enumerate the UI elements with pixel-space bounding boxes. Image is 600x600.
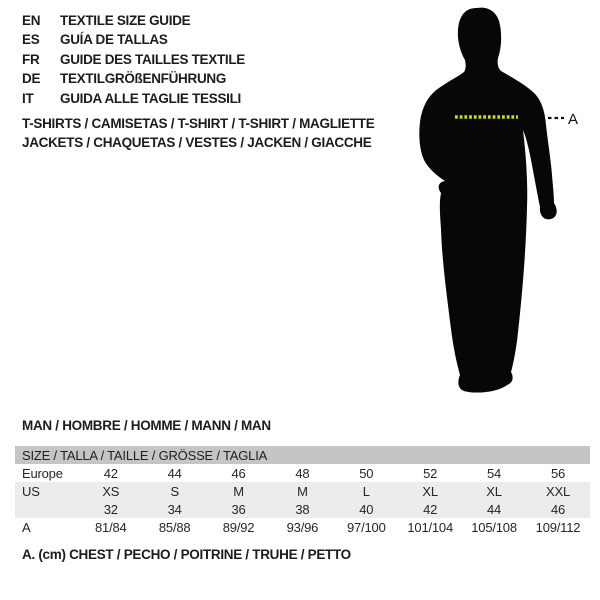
size-cell: 44	[462, 500, 526, 518]
size-cell: XL	[462, 482, 526, 500]
size-cell: L	[334, 482, 398, 500]
language-code-de: DE	[22, 71, 41, 87]
row-label-europe: Europe	[22, 465, 63, 481]
language-row-it	[22, 89, 245, 108]
language-title-de: TEXTILGRÖßENFÜHRUNG	[60, 71, 227, 87]
size-cell: 36	[207, 500, 271, 518]
table-row-chest-a	[15, 518, 590, 536]
language-title-it: GUIDA ALLE TAGLIE TESSILI	[60, 90, 241, 106]
size-cell: 42	[103, 465, 118, 481]
language-row-en	[22, 11, 245, 30]
language-list	[22, 11, 245, 108]
man-silhouette-figure	[415, 3, 600, 398]
row-label-empty	[15, 500, 79, 518]
language-code-fr: FR	[22, 51, 40, 67]
language-row-fr	[22, 50, 245, 69]
size-cell: 101/104	[407, 519, 453, 535]
size-cell: 34	[143, 500, 207, 518]
size-table	[15, 446, 590, 536]
language-title-en: TEXTILE SIZE GUIDE	[60, 13, 191, 28]
measurement-footnote: A. (cm) CHEST / PECHO / POITRINE / TRUHE / PETTO	[22, 547, 351, 562]
table-header-row	[15, 446, 590, 464]
language-code-es: ES	[22, 32, 40, 48]
table-row-europe	[15, 464, 590, 482]
size-cell: M	[271, 482, 335, 500]
size-cell: 44	[167, 465, 182, 481]
size-cell: 52	[423, 465, 438, 481]
size-cell: 97/100	[347, 519, 386, 535]
size-cell: XL	[398, 482, 462, 500]
size-cell: 81/84	[95, 519, 127, 535]
size-cell: XXL	[526, 482, 590, 500]
size-cell: 54	[487, 465, 502, 481]
language-row-de	[22, 69, 245, 88]
size-cell: 48	[295, 465, 310, 481]
table-row-us-numeric	[15, 500, 590, 518]
size-cell: S	[143, 482, 207, 500]
table-header: SIZE / TALLA / TAILLE / GRÖSSE / TAGLIA	[15, 446, 590, 464]
size-cell: 50	[359, 465, 374, 481]
size-cell: M	[207, 482, 271, 500]
language-code-en: EN	[22, 13, 41, 28]
language-title-es: GUÍA DE TALLAS	[60, 32, 168, 48]
size-cell: 109/112	[535, 519, 581, 535]
size-cell: 42	[398, 500, 462, 518]
language-title-fr: GUIDE DES TAILLES TEXTILE	[60, 51, 246, 67]
row-label-a: A	[22, 519, 31, 535]
table-row-us	[15, 482, 590, 500]
size-cell: 46	[526, 500, 590, 518]
language-row-es	[22, 30, 245, 49]
size-cell: 46	[231, 465, 246, 481]
size-cell: 93/96	[286, 519, 319, 535]
size-cell: 38	[271, 500, 335, 518]
size-cell: 89/92	[222, 519, 255, 535]
language-code-it: IT	[22, 90, 34, 106]
size-cell: 105/108	[471, 519, 517, 535]
section-title: MAN / HOMBRE / HOMME / MANN / MAN	[22, 418, 271, 433]
man-silhouette	[419, 8, 556, 393]
row-label-us: US	[15, 482, 79, 500]
category-line-tshirts: T-SHIRTS / CAMISETAS / T-SHIRT / T-SHIRT / MAGLIETTE	[22, 116, 375, 131]
category-line-jackets: JACKETS / CHAQUETAS / VESTES / JACKEN / GIACCHE	[22, 135, 372, 151]
size-cell: 32	[79, 500, 143, 518]
category-list	[22, 114, 374, 153]
size-cell: 56	[550, 465, 566, 481]
measure-label-a: A	[568, 111, 579, 128]
size-cell: XS	[79, 482, 143, 500]
size-cell: 85/88	[158, 519, 191, 535]
size-cell: 40	[334, 500, 398, 518]
